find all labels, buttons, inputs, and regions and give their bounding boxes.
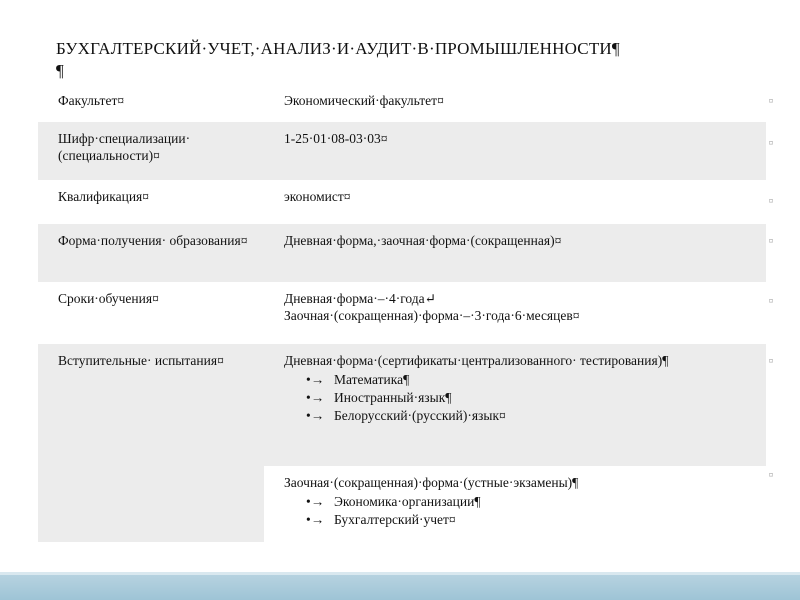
table-row-study-form: [38, 224, 766, 282]
faculty-value: Экономический·факультет¤: [264, 84, 766, 122]
list-item: [306, 389, 760, 407]
terms-line-day: Дневная·форма·–·4·года↵: [284, 291, 436, 306]
qualification-label: Квалификация¤: [38, 180, 264, 224]
list-item: [306, 371, 760, 389]
bullet-arrow-icon: •→: [306, 494, 325, 509]
exams-day-heading: Дневная·форма·(сертификаты·централизованного· тестирования)¶: [284, 353, 669, 368]
exams-day-list: [284, 371, 760, 425]
table-row-qualification: [38, 180, 766, 224]
table-row-faculty: [38, 84, 766, 122]
row-end-mark: ¤: [768, 236, 774, 246]
list-item: [306, 493, 760, 511]
row-end-mark: ¤: [768, 296, 774, 306]
row-end-mark: ¤: [768, 138, 774, 148]
list-item-text: Экономика·организации¶: [334, 494, 481, 509]
title-pilcrow: ¶: [56, 61, 64, 80]
bullet-arrow-icon: •→: [306, 512, 325, 527]
exams-extramural-heading: Заочная·(сокращенная)·форма·(устные·экзамены)¶: [284, 475, 579, 490]
exams-label: Вступительные· испытания¤: [38, 344, 264, 542]
qualification-value: экономист¤: [264, 180, 766, 224]
exams-extramural-list: [284, 493, 760, 529]
terms-value: [264, 282, 766, 344]
bullet-arrow-icon: •→: [306, 390, 325, 405]
list-item-text: Белорусский·(русский)·язык¤: [334, 408, 506, 423]
terms-line-extramural: Заочная·(сокращенная)·форма·–·3·года·6·месяцев¤: [284, 308, 580, 323]
code-label: Шифр·специализации· (специальности)¤: [38, 122, 264, 180]
list-item: [306, 511, 760, 529]
row-end-mark: ¤: [768, 356, 774, 366]
row-end-mark: ¤: [768, 470, 774, 480]
footer-band: [0, 572, 800, 600]
code-value: 1-25·01·08-03·03¤: [264, 122, 766, 180]
table-row-terms: [38, 282, 766, 344]
footer-stripe: [0, 572, 800, 575]
list-item-text: Бухгалтерский·учет¤: [334, 512, 456, 527]
document-title: [56, 38, 776, 82]
list-item-text: Иностранный·язык¶: [334, 390, 452, 405]
row-end-mark: ¤: [768, 196, 774, 206]
study-form-value: Дневная·форма,·заочная·форма·(сокращенная)¤: [264, 224, 766, 282]
exams-day-value: [264, 344, 766, 466]
specialty-table: [38, 84, 766, 542]
terms-label: Сроки·обучения¤: [38, 282, 264, 344]
study-form-label: Форма·получения· образования¤: [38, 224, 264, 282]
table-row-exams-day: [38, 344, 766, 466]
bullet-arrow-icon: •→: [306, 408, 325, 423]
list-item: [306, 407, 760, 425]
list-item-text: Математика¶: [334, 372, 410, 387]
bullet-arrow-icon: •→: [306, 372, 325, 387]
faculty-label: Факультет¤: [38, 84, 264, 122]
exams-extramural-value: [264, 466, 766, 542]
title-line: БУХГАЛТЕРСКИЙ·УЧЕТ,·АНАЛИЗ·И·АУДИТ·В·ПРОМЫШЛЕННОСТИ¶: [56, 39, 620, 58]
table-row-code: [38, 122, 766, 180]
row-end-mark: ¤: [768, 96, 774, 106]
